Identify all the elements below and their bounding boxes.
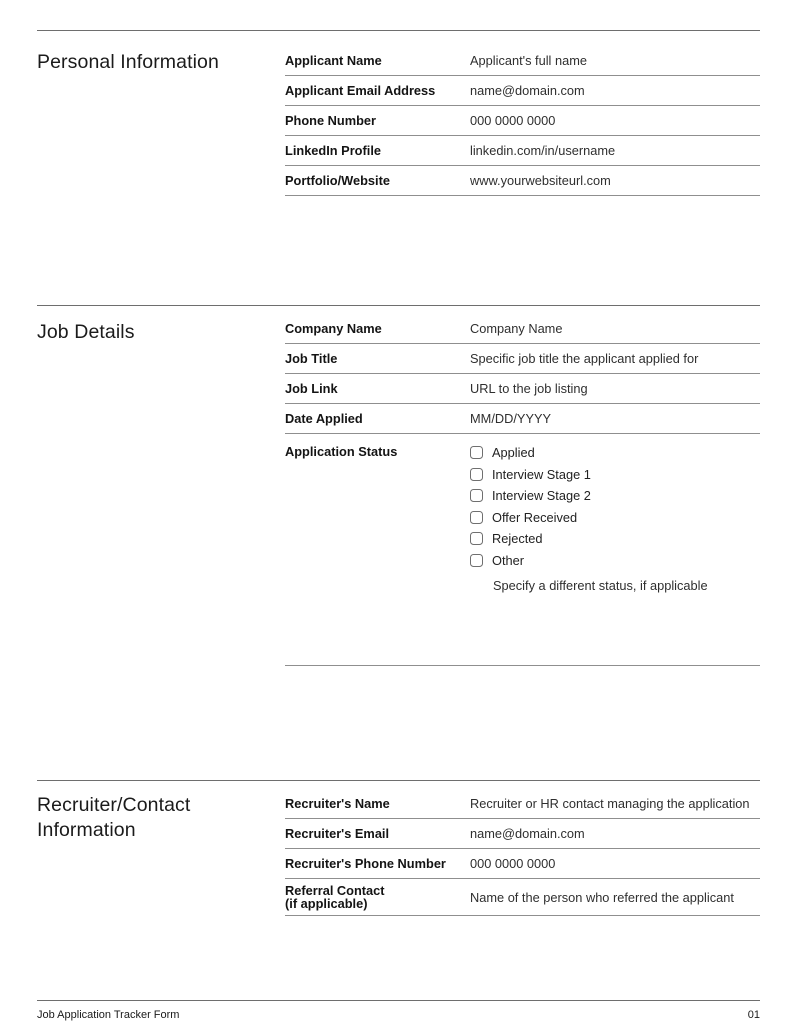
section-title-recruiter: Recruiter/Contact Information [37, 794, 191, 841]
footer-document-title: Job Application Tracker Form [37, 1009, 180, 1021]
status-option-interview-stage-1 [470, 464, 760, 486]
applicant-email-field[interactable]: name@domain.com [470, 83, 585, 98]
field-row-recruiter-phone [285, 849, 760, 879]
section-recruiter-contact [37, 780, 760, 916]
checkbox-label: Offer Received [492, 509, 578, 525]
checkbox-offer-received-icon[interactable] [470, 511, 483, 524]
date-applied-field[interactable]: MM/DD/YYYY [470, 411, 552, 426]
field-label: Job Link [285, 380, 338, 396]
footer [37, 1009, 760, 1021]
status-field-rule [285, 665, 760, 666]
footer-page-number: 01 [747, 1009, 760, 1021]
portfolio-website-field[interactable]: www.yourwebsiteurl.com [470, 173, 611, 188]
linkedin-profile-field[interactable]: linkedin.com/in/username [470, 143, 616, 158]
checkbox-rejected-icon[interactable] [470, 532, 483, 545]
field-label: Recruiter's Email [285, 825, 390, 841]
field-row-applicant-name [285, 46, 760, 76]
field-row-job-link [285, 374, 760, 404]
checkbox-label: Applied [492, 445, 535, 461]
field-row-portfolio-website [285, 166, 760, 196]
field-row-date-applied [285, 404, 760, 434]
field-row-phone-number [285, 106, 760, 136]
field-label: Phone Number [285, 112, 377, 128]
checkbox-label: Rejected [492, 531, 543, 547]
recruiter-phone-field[interactable]: 000 0000 0000 [470, 856, 556, 871]
application-status-group [285, 434, 760, 593]
job-title-field[interactable]: Specific job title the applicant applied for [470, 351, 699, 366]
recruiter-name-field[interactable]: Recruiter or HR contact managing the application [470, 796, 750, 811]
field-label: LinkedIn Profile [285, 142, 381, 158]
field-row-applicant-email [285, 76, 760, 106]
field-label: Application Status [285, 444, 398, 459]
section-title-job: Job Details [37, 321, 135, 343]
field-row-recruiter-email [285, 819, 760, 849]
field-label: Applicant Email Address [285, 82, 436, 98]
field-label: Job Title [285, 350, 338, 366]
field-label: Recruiter's Name [285, 795, 390, 811]
job-link-field[interactable]: URL to the job listing [470, 381, 588, 396]
job-fields [285, 305, 760, 593]
section-job-details [37, 305, 760, 593]
applicant-name-field[interactable]: Applicant's full name [470, 53, 587, 68]
status-option-interview-stage-2 [470, 485, 760, 507]
status-option-applied [470, 442, 760, 464]
field-row-linkedin-profile [285, 136, 760, 166]
field-label [285, 884, 470, 911]
field-label: Portfolio/Website [285, 172, 390, 188]
referral-contact-field[interactable]: Name of the person who referred the applicant [470, 889, 734, 905]
field-row-company-name [285, 314, 760, 344]
recruiter-fields [285, 780, 760, 916]
section-title-personal: Personal Information [37, 51, 219, 73]
field-label-line-1: Referral Contact [285, 882, 385, 898]
status-options [470, 442, 760, 593]
status-option-offer-received [470, 507, 760, 529]
checkbox-label: Interview Stage 1 [492, 466, 591, 482]
field-label: Date Applied [285, 410, 363, 426]
footer-divider [37, 1000, 760, 1001]
field-label: Recruiter's Phone Number [285, 855, 446, 871]
checkbox-applied-icon[interactable] [470, 446, 483, 459]
personal-fields [285, 30, 760, 196]
recruiter-email-field[interactable]: name@domain.com [470, 826, 585, 841]
field-row-job-title [285, 344, 760, 374]
phone-number-field[interactable]: 000 0000 0000 [470, 113, 556, 128]
section-personal-information [37, 30, 760, 196]
checkbox-interview-stage-1-icon[interactable] [470, 468, 483, 481]
checkbox-interview-stage-2-icon[interactable] [470, 489, 483, 502]
field-label: Applicant Name [285, 52, 382, 68]
status-option-other [470, 550, 760, 572]
status-option-rejected [470, 528, 760, 550]
checkbox-other-icon[interactable] [470, 554, 483, 567]
field-label: Company Name [285, 320, 382, 336]
field-row-recruiter-name [285, 789, 760, 819]
field-label-line-2: (if applicable) [285, 896, 368, 911]
field-row-referral-contact [285, 879, 760, 916]
company-name-field[interactable]: Company Name [470, 321, 563, 336]
status-other-specify-field[interactable]: Specify a different status, if applicable [493, 578, 708, 593]
checkbox-label: Other [492, 552, 525, 568]
checkbox-label: Interview Stage 2 [492, 488, 591, 504]
